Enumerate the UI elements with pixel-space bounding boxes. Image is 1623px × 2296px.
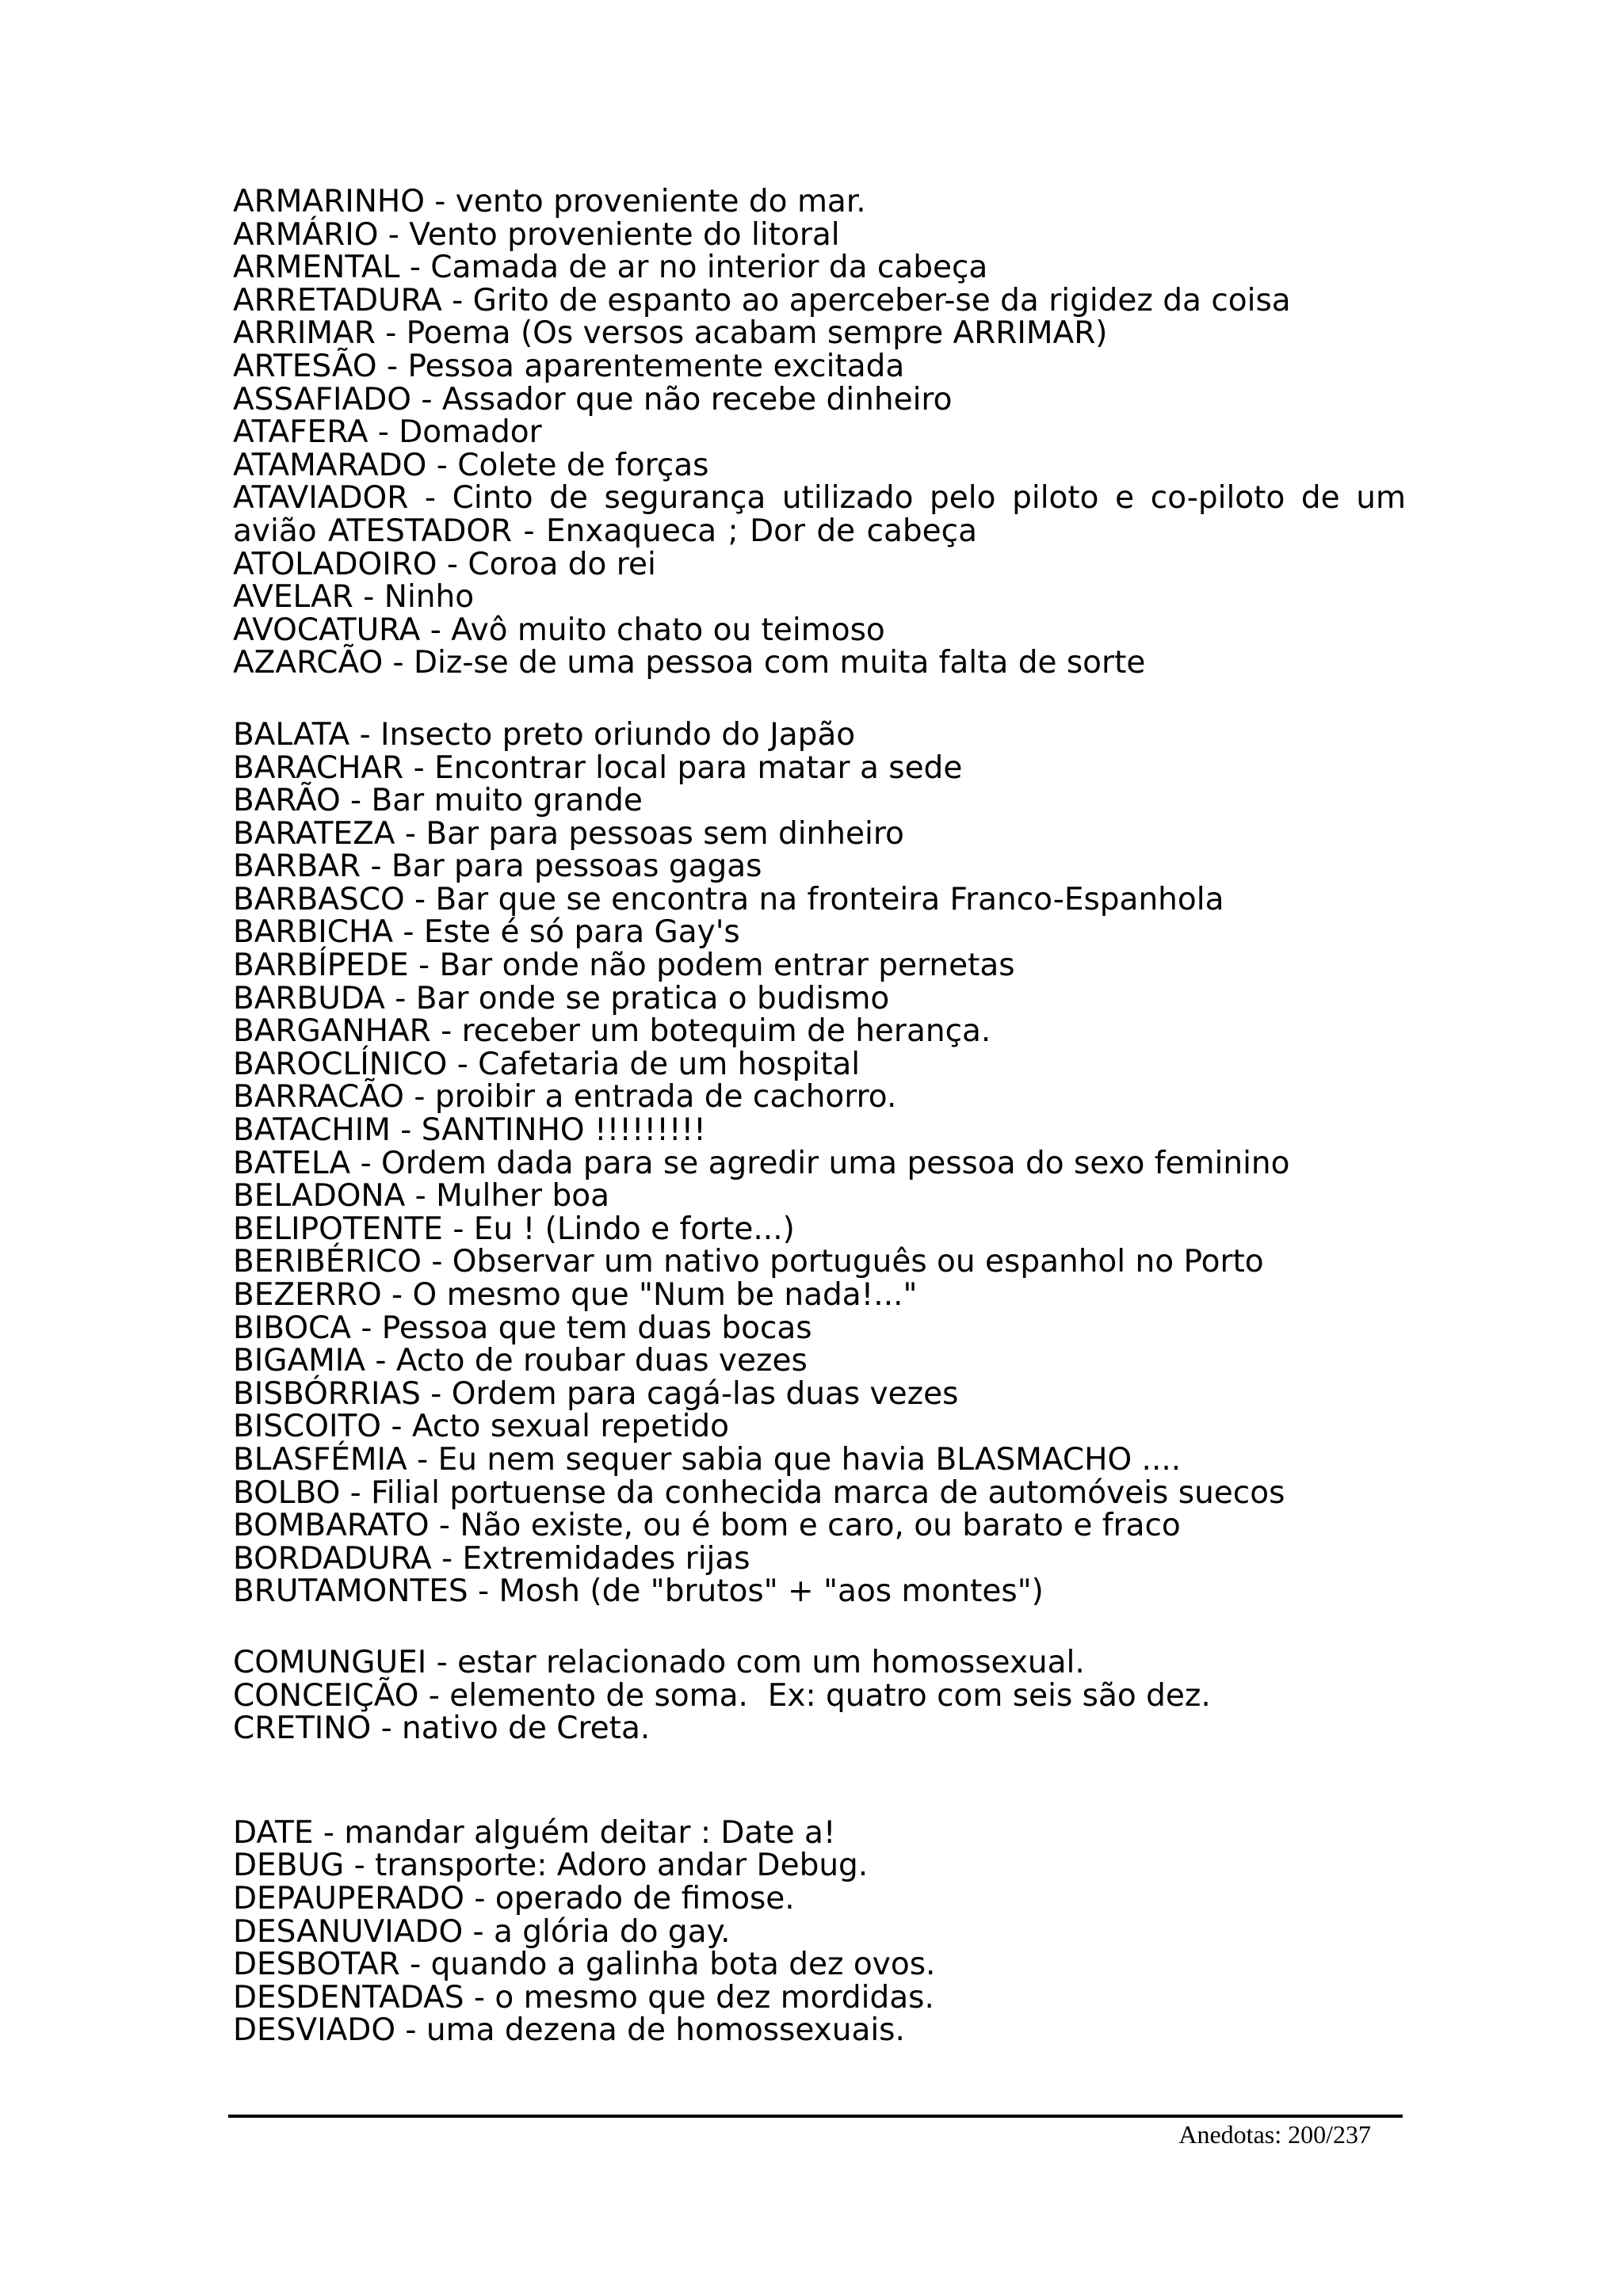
glossary-entry: BELADONA - Mulher boa bbox=[233, 1178, 610, 1215]
glossary-entry: ATOLADOIRO - Coroa do rei bbox=[233, 546, 656, 582]
glossary-entry: ARRIMAR - Poema (Os versos acabam sempre ARRIMAR) bbox=[233, 315, 1108, 352]
section-spacer bbox=[233, 1608, 1406, 1646]
glossary-entry: BARBÍPEDE - Bar onde não podem entrar pernetas bbox=[233, 948, 1015, 984]
glossary-entry: BARBASCO - Bar que se encontra na fronteira Franco-Espanhola bbox=[233, 881, 1224, 917]
page-number: Anedotas: 200/237 bbox=[1178, 2120, 1371, 2149]
glossary-entry: BELIPOTENTE - Eu ! (Lindo e forte...) bbox=[233, 1211, 795, 1247]
glossary-entry: BISBÓRRIAS - Ordem para cagá-las duas vezes bbox=[233, 1375, 959, 1412]
glossary-entry: BLASFÉMIA - Eu nem sequer sabia que havia BLASMACHO .... bbox=[233, 1441, 1182, 1478]
glossary-entry: ARMÁRIO - Vento proveniente do litoral bbox=[233, 216, 840, 253]
footer-divider bbox=[228, 2115, 1403, 2118]
glossary-entry: CONCEIÇÃO - elemento de soma. Ex: quatro com seis são dez. bbox=[233, 1677, 1211, 1714]
glossary-entry: BRUTAMONTES - Mosh (de "brutos" + "aos montes") bbox=[233, 1573, 1044, 1610]
glossary-entry: BOLBO - Filial portuense da conhecida marca de automóveis suecos bbox=[233, 1474, 1285, 1511]
glossary-entry: BARGANHAR - receber um botequim de herança. bbox=[233, 1013, 991, 1050]
glossary-entry: CRETINO - nativo de Creta. bbox=[233, 1711, 651, 1747]
section-b bbox=[233, 716, 1406, 1610]
glossary-entry: BORDADURA - Extremidades rijas bbox=[233, 1540, 750, 1577]
glossary-entry: BARATEZA - Bar para pessoas sem dinheiro bbox=[233, 815, 904, 852]
glossary-entry: DESDENTADAS - o mesmo que dez mordidas. bbox=[233, 1979, 934, 2016]
section-c bbox=[233, 1646, 1406, 1745]
glossary-entry: BOMBARATO - Não existe, ou é bom e caro, ou barato e fraco bbox=[233, 1508, 1181, 1544]
section-d bbox=[233, 1814, 1406, 2049]
glossary-entry: ATAVIADOR - Cinto de segurança utilizado pelo piloto e co-piloto de um avião ATESTADOR - Enxaqueca ; Dor de cabeça bbox=[233, 480, 1406, 549]
glossary-entry: BATACHIM - SANTINHO !!!!!!!!! bbox=[233, 1112, 706, 1149]
glossary-body bbox=[233, 185, 1406, 2047]
glossary-entry: ARMENTAL - Camada de ar no interior da cabeça bbox=[233, 250, 988, 286]
glossary-entry: DESBOTAR - quando a galinha bota dez ovos. bbox=[233, 1947, 936, 1983]
glossary-entry: DESANUVIADO - a glória do gay. bbox=[233, 1913, 731, 1950]
section-a bbox=[233, 185, 1406, 680]
glossary-entry: BIGAMIA - Acto de roubar duas vezes bbox=[233, 1343, 808, 1379]
glossary-entry: BERIBÉRICO - Observar um nativo português ou espanhol no Porto bbox=[233, 1244, 1264, 1280]
glossary-entry: BISCOITO - Acto sexual repetido bbox=[233, 1409, 730, 1445]
glossary-entry: AZARCÃO - Diz-se de uma pessoa com muita falta de sorte bbox=[233, 645, 1146, 681]
glossary-entry: DATE - mandar alguém deitar : Date a! bbox=[233, 1814, 836, 1851]
glossary-entry: BARBICHA - Este é só para Gay's bbox=[233, 914, 740, 951]
glossary-entry: AVELAR - Ninho bbox=[233, 579, 475, 616]
glossary-entry: BARRACÃO - proibir a entrada de cachorro. bbox=[233, 1079, 897, 1116]
glossary-entry: BARBUDA - Bar onde se pratica o budismo bbox=[233, 980, 890, 1016]
glossary-entry: ATAFERA - Domador bbox=[233, 414, 542, 451]
glossary-entry: ARMARINHO - vento proveniente do mar. bbox=[233, 184, 866, 219]
glossary-entry: ARTESÃO - Pessoa aparentemente excitada bbox=[233, 348, 905, 384]
glossary-entry: BARÃO - Bar muito grande bbox=[233, 783, 643, 819]
glossary-entry: BARBAR - Bar para pessoas gagas bbox=[233, 849, 762, 885]
glossary-entry: BAROCLÍNICO - Cafetaria de um hospital bbox=[233, 1046, 861, 1082]
glossary-entry: BEZERRO - O mesmo que "Num be nada!..." bbox=[233, 1277, 918, 1313]
glossary-entry: BATELA - Ordem dada para se agredir uma pessoa do sexo feminino bbox=[233, 1145, 1290, 1181]
glossary-entry: DEPAUPERADO - operado de fimose. bbox=[233, 1880, 795, 1917]
glossary-entry: DESVIADO - uma dezena de homossexuais. bbox=[233, 2012, 905, 2049]
glossary-entry: BIBOCA - Pessoa que tem duas bocas bbox=[233, 1310, 812, 1346]
glossary-entry: ASSAFIADO - Assador que não recebe dinheiro bbox=[233, 381, 953, 418]
section-spacer bbox=[233, 1745, 1406, 1817]
section-spacer bbox=[233, 680, 1406, 719]
glossary-entry: DEBUG - transporte: Adoro andar Debug. bbox=[233, 1848, 869, 1884]
glossary-entry: AVOCATURA - Avô muito chato ou teimoso bbox=[233, 612, 885, 648]
glossary-entry: ARRETADURA - Grito de espanto ao aperceber-se da rigidez da coisa bbox=[233, 282, 1291, 318]
glossary-entry: COMUNGUEI - estar relacionado com um homossexual. bbox=[233, 1644, 1085, 1680]
glossary-entry: ATAMARADO - Colete de forças bbox=[233, 447, 709, 483]
glossary-entry: BALATA - Insecto preto oriundo do Japão bbox=[233, 716, 856, 753]
glossary-entry: BARACHAR - Encontrar local para matar a sede bbox=[233, 749, 963, 786]
